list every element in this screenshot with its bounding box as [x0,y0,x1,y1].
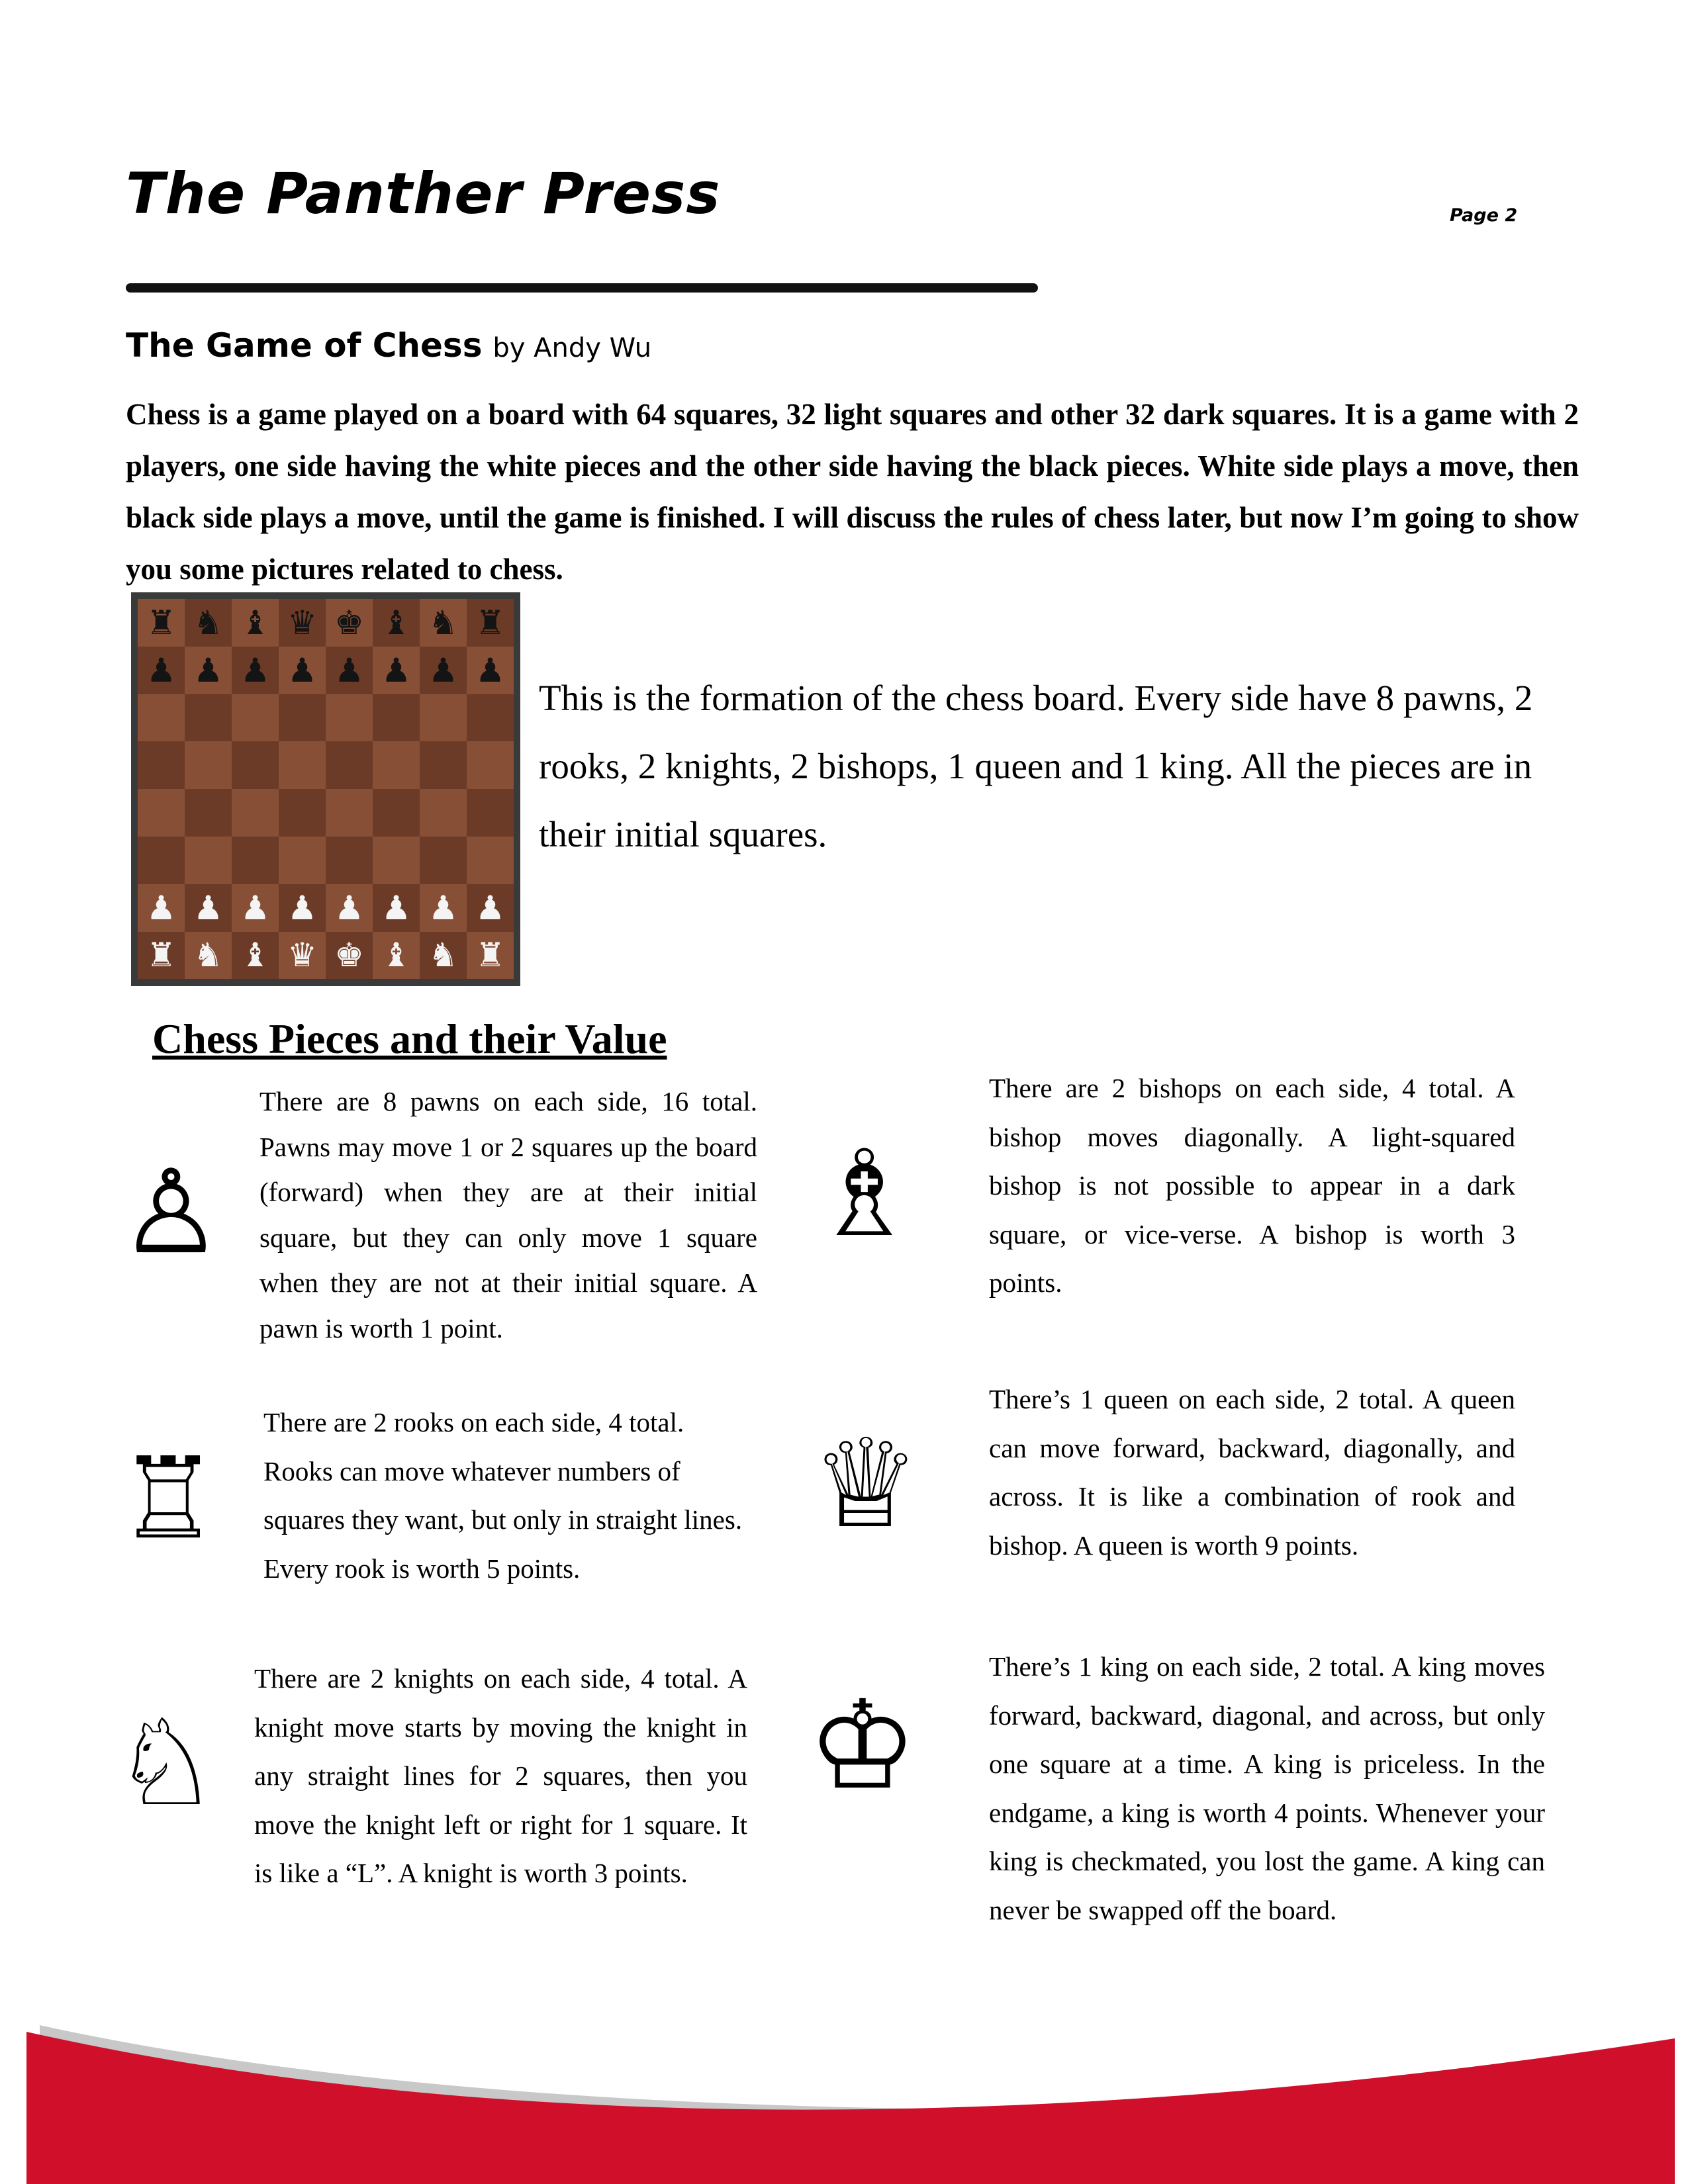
board-square [279,837,326,884]
page-number: Page 2 [1450,205,1518,226]
board-square: ♟ [326,884,373,932]
masthead-rule [126,283,1038,293]
rook-description: There are 2 rooks on each side, 4 total. Rooks can move whatever numbers of squares they want, but only in straight lines. Every rook is worth 5 points. [263,1407,743,1584]
section-title: Chess Pieces and their Value [152,1015,667,1062]
bishop-icon: ♗ [811,1125,918,1263]
board-square: ♝ [373,599,420,647]
board-square: ♟ [232,647,279,694]
board-square [232,741,279,789]
board-square [373,694,420,742]
knight-icon: ♘ [113,1694,220,1833]
board-square [138,837,185,884]
board-square: ♟ [232,884,279,932]
board-square: ♟ [279,647,326,694]
queen-icon: ♕ [811,1412,921,1555]
board-square: ♜ [138,599,185,647]
board-square: ♞ [185,932,232,979]
board-square [232,789,279,837]
board-square: ♛ [279,932,326,979]
board-square [138,741,185,789]
board-square [232,837,279,884]
board-square [185,837,232,884]
board-square: ♟ [279,884,326,932]
board-square: ♟ [138,884,185,932]
board-square [420,789,467,837]
knight-description: There are 2 knights on each side, 4 total. A knight move starts by moving the knight in any straight lines for 2 squares, then you move the knight left or right for 1 square. It is like a “L”. A knight is worth 3 points. [254,1663,747,1888]
board-square [138,789,185,837]
board-square: ♟ [326,647,373,694]
board-square [467,694,514,742]
board-square: ♟ [467,884,514,932]
board-square: ♞ [420,932,467,979]
board-square [326,837,373,884]
board-square [185,789,232,837]
footer-swoosh [0,2012,1688,2184]
article-headline [126,326,651,365]
bishop-description: There are 2 bishops on each side, 4 total. A bishop moves diagonally. A light-squared bishop is not possible to appear in a dark square, or vice-verse. A bishop is worth 3 points. [989,1073,1515,1298]
article-intro: Chess is a game played on a board with 64 squares, 32 light squares and other 32 dark squares. It is a game with 2 players, one side having the white pieces and the other side having the black pieces. White side plays a move, then black side plays a move, until the game is finished. I will discuss the rules of chess later, but now I’m going to show you some pictures related to chess. [126,398,1579,586]
board-square [138,694,185,742]
board-square: ♜ [467,932,514,979]
chess-board-image [131,592,520,986]
board-square: ♟ [420,884,467,932]
board-square [420,837,467,884]
board-square: ♛ [279,599,326,647]
board-square [420,741,467,789]
chess-board [138,599,514,979]
board-square [326,694,373,742]
rook-icon: ♖ [118,1433,219,1565]
board-square: ♝ [232,599,279,647]
board-square [420,694,467,742]
board-square [185,741,232,789]
board-square [279,694,326,742]
newsletter-title: The Panther Press [126,161,721,227]
board-square: ♜ [467,599,514,647]
board-square: ♞ [420,599,467,647]
board-square [373,741,420,789]
board-square [467,741,514,789]
board-square: ♚ [326,932,373,979]
pawn-description: There are 8 pawns on each side, 16 total. Pawns may move 1 or 2 squares up the board (forward) when they are at their initial square, but they can only move 1 square when they are not at their initial square. A pawn is worth 1 point. [259,1086,757,1343]
article-byline: by Andy Wu [492,333,652,363]
board-square [232,694,279,742]
board-square [279,789,326,837]
board-square: ♚ [326,599,373,647]
board-square: ♟ [373,884,420,932]
board-square: ♝ [373,932,420,979]
board-square: ♟ [138,647,185,694]
pawn-icon: ♙ [119,1146,223,1280]
board-square: ♞ [185,599,232,647]
article-title: The Game of Chess [126,326,483,365]
board-square: ♟ [185,647,232,694]
board-square: ♟ [467,647,514,694]
board-square [467,837,514,884]
board-square: ♜ [138,932,185,979]
board-caption: This is the formation of the chess board. Every side have 8 pawns, 2 rooks, 2 knights, 2 bishops, 1 queen and 1 king. All the pieces are in their initial squares. [539,678,1533,854]
board-square: ♝ [232,932,279,979]
board-square: ♟ [185,884,232,932]
board-square [373,837,420,884]
board-square [326,741,373,789]
board-square: ♟ [373,647,420,694]
board-square [467,789,514,837]
board-square: ♟ [420,647,467,694]
board-square [185,694,232,742]
king-description: There’s 1 king on each side, 2 total. A king moves forward, backward, diagonal, and across, but only one square at a time. A king is priceless. In the endgame, a king is worth 4 points. Whenever your king is checkmated, you lost the game. A king can never be swapped off the board. [989,1651,1545,1925]
board-square [279,741,326,789]
queen-description: There’s 1 queen on each side, 2 total. A queen can move forward, backward, diagonally, and across. It is like a combination of rook and bishop. A queen is worth 9 points. [989,1384,1515,1561]
board-square [373,789,420,837]
king-icon: ♔ [808,1674,917,1817]
board-square [326,789,373,837]
